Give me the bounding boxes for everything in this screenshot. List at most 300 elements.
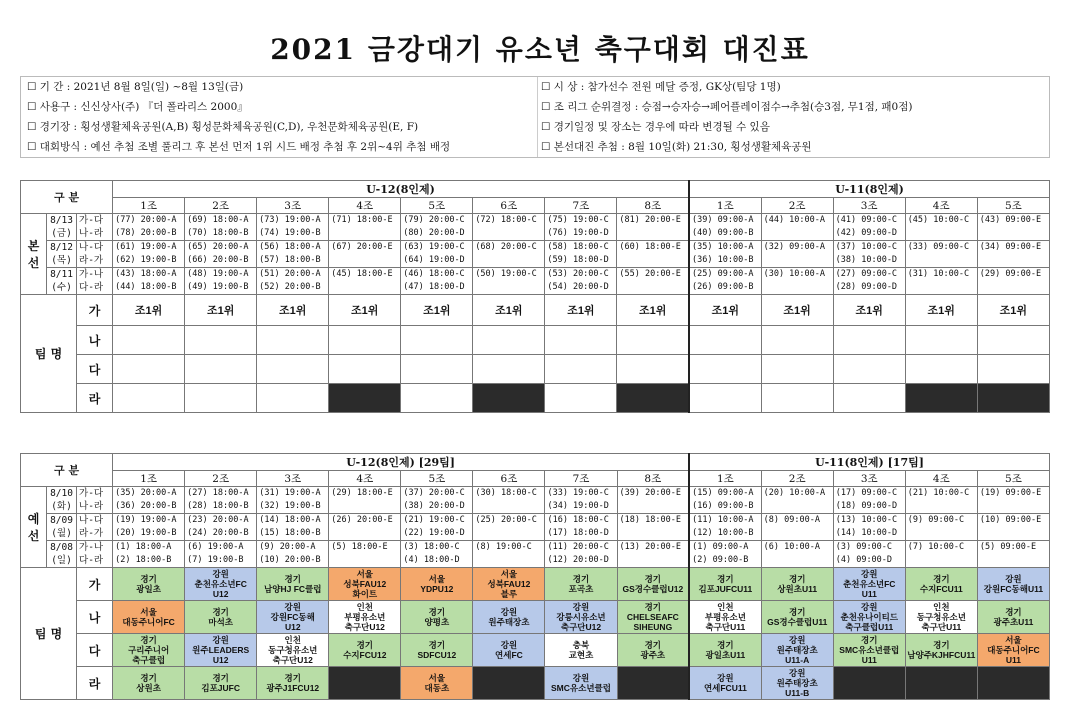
match-date (47, 487, 77, 514)
match-slot: (3) 18:00-C (403, 542, 460, 552)
match-slot: (35) 10:00-A (692, 242, 754, 252)
team-cell (545, 568, 617, 601)
match-pair: 다-라 (79, 282, 104, 293)
team-slot (113, 326, 185, 355)
team-cell (905, 601, 977, 634)
match-slot: (64) 19:00-D (403, 255, 465, 265)
team-cell (617, 634, 689, 667)
match-slot: (62) 19:00-B (115, 255, 177, 265)
match-slot: (73) 19:00-A (259, 215, 321, 225)
team-name-line: YDPU12 (420, 584, 454, 594)
u11-header: U-11(8인제) (689, 181, 1049, 198)
match-slot: (44) 18:00-B (115, 282, 177, 292)
team-slot (833, 384, 905, 413)
match-schedule (833, 268, 905, 295)
team-slot (905, 384, 977, 413)
team-slot (689, 355, 761, 384)
match-date (47, 214, 77, 241)
team-name-line: 경기 (356, 640, 374, 650)
match-slot: (33) 19:00-C (547, 488, 609, 498)
match-pair: 나-라 (79, 228, 104, 239)
team-slot (833, 355, 905, 384)
match-pair: 나-다 (79, 515, 104, 526)
stage-label-char: 선 (27, 256, 40, 270)
match-slot (329, 554, 400, 567)
team-name-line: GS경수클럽U12 (622, 584, 684, 594)
match-slot (473, 254, 544, 267)
team-name-line: 강원FC동해U11 (983, 584, 1044, 594)
team-cell (185, 667, 257, 700)
match-slot: (22) 19:00-D (403, 528, 465, 538)
match-date-line: 8/09 (50, 515, 73, 526)
match-slot: (17) 18:00-D (547, 528, 609, 538)
team-cell (833, 667, 905, 700)
match-slot: (44) 10:00-A (763, 215, 826, 225)
group-winner-slot: 조1위 (689, 295, 761, 326)
match-date (47, 268, 77, 295)
team-name-line: 경기 (933, 640, 950, 650)
group-winner-slot: 조1위 (473, 295, 545, 326)
match-schedule (113, 214, 185, 241)
team-name-line: 인천 (284, 635, 301, 645)
group-header: 6조 (473, 198, 545, 214)
match-slot: (2) 09:00-B (692, 555, 749, 565)
match-slot: (49) 19:00-B (187, 282, 249, 292)
match-slot: (13) 20:00-E (619, 542, 681, 552)
match-date (47, 541, 77, 568)
match-schedule (761, 214, 833, 241)
match-slot: (30) 18:00-C (475, 488, 537, 498)
team-cell (689, 634, 761, 667)
info-venue: ☐ 경기장 : 횡성생활체육공원(A,B) 횡성문화체육공원(C,D), 우천문화체육공원(E, F) (27, 121, 419, 133)
team-name-line: 마석초 (208, 617, 233, 627)
team-name-line: CHELSEAFC (626, 612, 679, 622)
team-slot (617, 384, 689, 413)
match-slot: (4) 09:00-D (835, 555, 893, 565)
match-schedule (257, 241, 329, 268)
match-slot: (51) 20:00-A (259, 269, 321, 279)
match-date-line: 8/10 (50, 488, 73, 499)
match-slot: (32) 09:00-A (763, 242, 826, 252)
match-slot (906, 254, 977, 267)
match-schedule (905, 214, 977, 241)
team-row-label: 라 (77, 384, 113, 413)
team-cell (329, 634, 401, 667)
match-date-line: (화) (51, 501, 72, 512)
team-slot (977, 355, 1049, 384)
stage-label-char: 본 (27, 239, 40, 253)
team-name-line: 연세FCU11 (703, 683, 747, 693)
match-slot: (47) 18:00-D (403, 282, 465, 292)
match-slot (617, 281, 688, 294)
team-slot (905, 355, 977, 384)
match-pair: 라-가 (79, 255, 104, 266)
team-name-line: 서울 (356, 569, 374, 579)
match-schedule (905, 514, 977, 541)
match-slot: (6) 10:00-A (763, 542, 820, 552)
gubun-header: 구 분 (21, 454, 113, 487)
team-slot (185, 384, 257, 413)
match-schedule (689, 487, 761, 514)
match-slot (618, 500, 689, 513)
match-pair: 나-라 (79, 501, 104, 512)
match-slot: (19) 19:00-A (115, 515, 177, 525)
team-name-line: 강원 (500, 640, 518, 650)
team-name-line: 상원초 (136, 683, 161, 693)
match-slot: (18) 09:00-D (835, 501, 898, 511)
match-slot: (34) 09:00-E (979, 242, 1042, 252)
match-slot (329, 281, 400, 294)
match-schedule (257, 541, 329, 568)
team-name-line: 축구단U12 (560, 622, 602, 632)
match-schedule (185, 514, 257, 541)
match-pair: 다-라 (79, 555, 104, 566)
match-slot (329, 254, 400, 267)
match-slot: (30) 10:00-A (763, 269, 826, 279)
match-schedule (329, 487, 401, 514)
match-schedule (833, 241, 905, 268)
match-schedule (257, 214, 329, 241)
match-slot: (14) 10:00-D (835, 528, 898, 538)
team-name-line: 블루 (500, 589, 518, 599)
team-cell (545, 601, 617, 634)
team-slot (545, 355, 617, 384)
team-name-line: 강원 (861, 602, 878, 612)
group-header: 1조 (689, 198, 761, 214)
info-left (27, 77, 537, 157)
team-row-label: 나 (77, 601, 113, 634)
match-schedule (185, 541, 257, 568)
team-name-line: U11-B (785, 688, 810, 698)
group-header: 1조 (689, 471, 761, 487)
match-slot: (41) 09:00-C (835, 215, 898, 225)
match-slot: (61) 19:00-A (115, 242, 177, 252)
team-name-line: 강원 (212, 635, 229, 645)
match-slot (906, 500, 977, 513)
team-cell (761, 634, 833, 667)
match-slot: (15) 09:00-A (692, 488, 754, 498)
match-schedule (689, 241, 761, 268)
team-cell (257, 634, 329, 667)
match-slot: (12) 10:00-B (692, 528, 754, 538)
team-slot (905, 326, 977, 355)
match-schedule (617, 514, 689, 541)
team-slot (257, 355, 329, 384)
team-slot (329, 326, 401, 355)
team-row-label: 다 (77, 355, 113, 384)
match-slot (329, 500, 400, 513)
match-slot (473, 281, 544, 294)
team-name-line: 양평초 (424, 617, 450, 627)
team-slot (257, 384, 329, 413)
team-cell (257, 667, 329, 700)
team-name-line: 수지FCU11 (919, 584, 963, 594)
team-name-line: 상원초U11 (777, 584, 818, 594)
match-slot: (6) 19:00-A (187, 542, 244, 552)
team-slot (401, 384, 473, 413)
team-name-line: 광주초 (640, 650, 666, 660)
match-slot: (1) 18:00-A (115, 542, 172, 552)
match-slot: (57) 18:00-B (259, 255, 321, 265)
team-name-line: 강원 (572, 673, 590, 683)
match-schedule (977, 487, 1049, 514)
group-winner-slot: 조1위 (113, 295, 185, 326)
team-cell (617, 667, 689, 700)
match-slot: (31) 19:00-A (259, 488, 321, 498)
team-name-line: 경기 (140, 635, 157, 645)
team-cell (401, 568, 473, 601)
match-schedule (329, 514, 401, 541)
group-winner-slot: 조1위 (257, 295, 329, 326)
team-row-label: 다 (77, 634, 113, 667)
match-schedule (473, 241, 545, 268)
match-date-line: (목) (51, 255, 72, 266)
team-name-line: 경기 (284, 574, 301, 584)
match-slot: (11) 10:00-A (692, 515, 754, 525)
team-name-line: 강원 (212, 569, 229, 579)
team-name-line: 축구클럽U11 (845, 622, 894, 632)
team-slot (113, 384, 185, 413)
team-name-line: 대동주니어FC (987, 645, 1040, 655)
match-slot (617, 227, 688, 240)
team-cell (689, 568, 761, 601)
team-name-line: 경기 (933, 574, 950, 584)
match-date-line: 8/08 (50, 542, 73, 553)
match-pair: 나-다 (79, 242, 104, 253)
match-slot: (48) 19:00-A (187, 269, 249, 279)
team-name-line: 축구단U11 (705, 622, 746, 632)
team-name-line: 광일초 (136, 584, 161, 594)
team-slot (473, 355, 545, 384)
team-name-line: 경기 (717, 574, 734, 584)
team-name-line: 경기 (644, 574, 662, 584)
team-name-line: 경기 (788, 607, 806, 617)
team-cell (329, 568, 401, 601)
match-slot: (36) 20:00-B (115, 501, 177, 511)
match-date-line: 8/12 (50, 242, 73, 253)
team-slot (401, 326, 473, 355)
match-schedule (761, 268, 833, 295)
match-slot: (58) 18:00-C (547, 242, 609, 252)
team-name-line: 서울 (500, 569, 518, 579)
match-schedule (905, 268, 977, 295)
match-slot (618, 554, 689, 567)
group-header: 4조 (905, 471, 977, 487)
team-name-line: U11 (861, 589, 877, 599)
team-slot (185, 355, 257, 384)
match-slot: (37) 20:00-C (403, 488, 465, 498)
match-slot: (26) 20:00-E (331, 515, 393, 525)
match-slot: (24) 20:00-B (187, 528, 249, 538)
match-schedule (401, 541, 473, 568)
match-date (47, 514, 77, 541)
match-slot: (63) 19:00-C (403, 242, 465, 252)
team-name-line: 강원 (284, 602, 301, 612)
team-cell (401, 667, 473, 700)
match-slot: (45) 18:00-E (331, 269, 393, 279)
match-slot: (19) 09:00-E (979, 488, 1042, 498)
match-slot: (72) 18:00-C (475, 215, 537, 225)
match-slot: (70) 18:00-B (187, 228, 249, 238)
u12-header: U-12(8인제) (113, 181, 689, 198)
match-slot (978, 254, 1049, 267)
match-slot: (39) 20:00-E (619, 488, 681, 498)
team-name-line: SIHEUNG (633, 622, 673, 632)
match-slot: (8) 09:00-A (763, 515, 820, 525)
team-cell (545, 634, 617, 667)
match-slot: (11) 20:00-C (547, 542, 609, 552)
match-slot (978, 500, 1049, 513)
match-slot: (74) 19:00-B (259, 228, 321, 238)
match-schedule (473, 541, 545, 568)
group-header: 1조 (113, 198, 185, 214)
match-pair: 가-나 (79, 542, 104, 553)
match-schedule (761, 487, 833, 514)
match-schedule (329, 268, 401, 295)
match-slot: (29) 09:00-E (979, 269, 1042, 279)
team-name-line: 김포JUFC (201, 683, 240, 693)
match-slot: (32) 19:00-B (259, 501, 321, 511)
team-name-line: 경기 (644, 640, 662, 650)
team-slot (545, 384, 617, 413)
u11-header: U-11(8인제) [17팀] (689, 454, 1049, 471)
match-slot: (38) 10:00-D (835, 255, 898, 265)
team-name-line: 교현초 (568, 650, 594, 660)
match-slot: (26) 09:00-B (692, 282, 754, 292)
team-name-line: 축구단U12 (344, 622, 385, 632)
match-schedule (113, 268, 185, 295)
match-slot: (46) 18:00-C (403, 269, 465, 279)
team-name-line: 강원 (788, 635, 806, 645)
team-name-line: 경기 (140, 673, 157, 683)
match-schedule (329, 541, 401, 568)
team-label: 팀 명 (21, 295, 77, 413)
team-cell (113, 634, 185, 667)
team-cell (761, 667, 833, 700)
match-date-line: 8/13 (50, 215, 73, 226)
group-winner-slot: 조1위 (185, 295, 257, 326)
match-slot (762, 500, 833, 513)
match-slot: (15) 18:00-B (259, 528, 321, 538)
match-schedule (833, 514, 905, 541)
match-slot: (65) 20:00-A (187, 242, 249, 252)
match-schedule (329, 214, 401, 241)
match-schedule (545, 268, 617, 295)
team-cell (545, 667, 617, 700)
team-name-line: U12 (212, 589, 229, 599)
match-slot: (23) 20:00-A (187, 515, 249, 525)
match-slot: (31) 10:00-C (907, 269, 970, 279)
match-pairs (77, 541, 113, 568)
match-schedule (761, 514, 833, 541)
info-draw: ☐ 본선대진 추첨 : 8월 10일(화) 21:30, 횡성생활체육공원 (541, 141, 812, 153)
match-slot: (16) 09:00-B (692, 501, 754, 511)
match-schedule (689, 514, 761, 541)
match-date-line: (월) (51, 528, 72, 539)
match-pairs (77, 268, 113, 295)
match-slot: (59) 18:00-D (547, 255, 609, 265)
match-slot: (9) 09:00-C (907, 515, 965, 525)
team-slot (257, 326, 329, 355)
match-slot: (75) 19:00-C (547, 215, 609, 225)
match-slot (762, 554, 833, 567)
group-header: 8조 (617, 198, 689, 214)
team-cell (905, 568, 977, 601)
team-cell (977, 601, 1049, 634)
match-slot: (56) 18:00-A (259, 242, 321, 252)
team-slot (329, 355, 401, 384)
match-pair: 가-나 (79, 269, 104, 280)
group-header: 2조 (761, 198, 833, 214)
team-row-label: 가 (77, 295, 113, 326)
match-slot (906, 227, 977, 240)
team-name-line: 춘천유나이티드 (840, 612, 898, 622)
match-slot: (35) 20:00-A (115, 488, 177, 498)
team-slot (689, 384, 761, 413)
match-slot: (13) 10:00-C (835, 515, 898, 525)
team-name-line: 서울 (428, 673, 446, 683)
team-cell (689, 667, 761, 700)
main-bracket-table (20, 180, 1050, 413)
match-slot (329, 227, 400, 240)
team-slot (473, 384, 545, 413)
team-name-line: 경기 (140, 574, 157, 584)
match-schedule (689, 268, 761, 295)
match-schedule (833, 541, 905, 568)
team-cell (257, 568, 329, 601)
group-header: 5조 (977, 471, 1049, 487)
match-slot: (3) 09:00-C (835, 542, 893, 552)
team-cell (113, 601, 185, 634)
team-name-line: 광주초U11 (993, 617, 1034, 627)
team-label: 팀 명 (21, 568, 77, 700)
match-pairs (77, 514, 113, 541)
group-header: 5조 (401, 471, 473, 487)
match-schedule (689, 214, 761, 241)
group-header: 7조 (545, 198, 617, 214)
team-cell (833, 568, 905, 601)
match-schedule (833, 487, 905, 514)
match-slot: (68) 20:00-C (475, 242, 537, 252)
match-slot (473, 554, 544, 567)
team-name-line: 경기 (717, 640, 734, 650)
group-winner-slot: 조1위 (833, 295, 905, 326)
team-name-line: 경기 (861, 635, 878, 645)
match-slot: (39) 09:00-A (692, 215, 754, 225)
match-slot (906, 554, 977, 567)
team-name-line: U11 (861, 655, 877, 665)
match-slot: (60) 18:00-E (619, 242, 681, 252)
team-name-line: 원주LEADERS (192, 645, 250, 655)
team-name-line: 경기 (788, 574, 806, 584)
group-header: 2조 (761, 471, 833, 487)
match-schedule (401, 241, 473, 268)
match-slot: (4) 18:00-D (403, 555, 460, 565)
match-schedule (257, 268, 329, 295)
team-name-line: 원주태장초 (488, 617, 530, 627)
match-schedule (401, 214, 473, 241)
team-cell (473, 667, 545, 700)
team-name-line: 광일초U11 (705, 650, 746, 660)
match-schedule (113, 514, 185, 541)
match-schedule (977, 241, 1049, 268)
match-pairs (77, 214, 113, 241)
match-slot (762, 281, 833, 294)
group-header: 4조 (905, 198, 977, 214)
team-name-line: 인천 (717, 602, 734, 612)
team-name-line: 춘천유소년FC (194, 579, 247, 589)
match-slot: (78) 20:00-B (115, 228, 177, 238)
